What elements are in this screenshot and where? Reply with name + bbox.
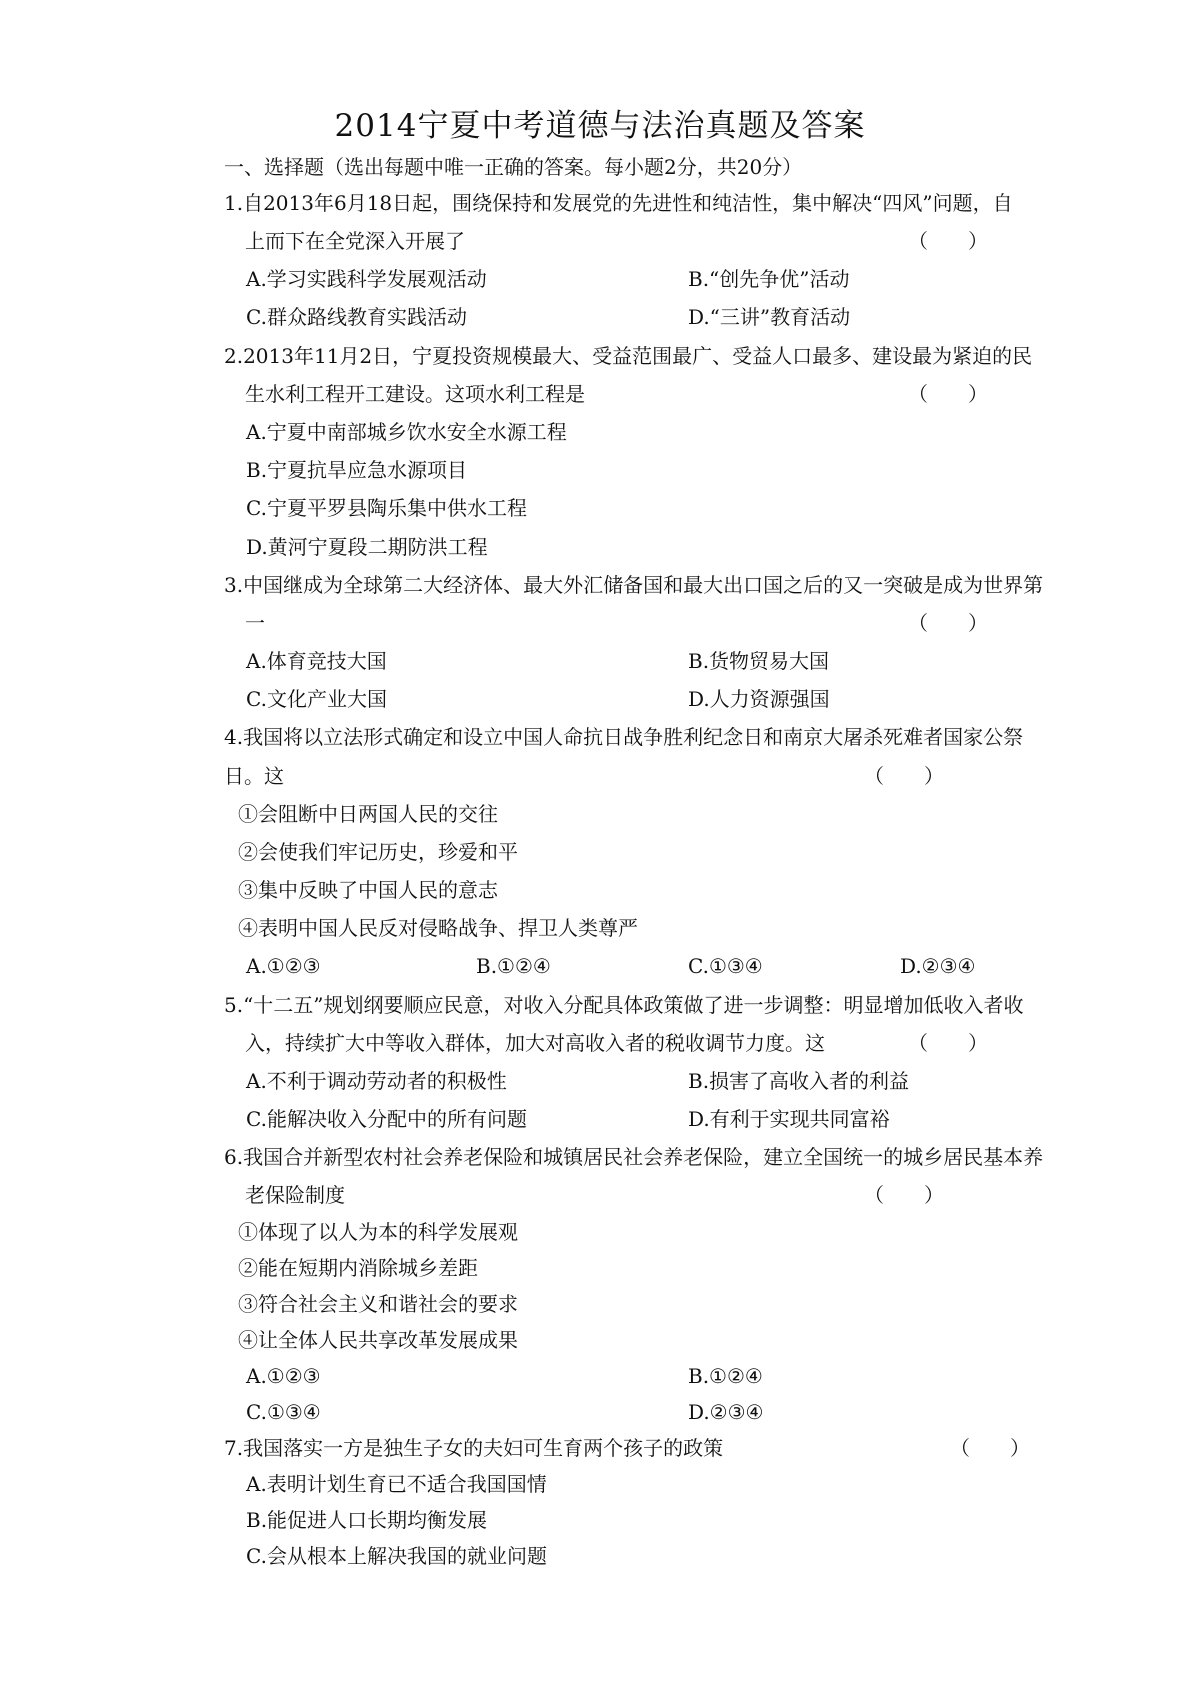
option-c: C.能解决收入分配中的所有问题: [246, 1107, 527, 1131]
question-6-line-2: 老保险制度: [245, 1183, 345, 1207]
statement-1: ①会阻断中日两国人民的交往: [238, 802, 498, 826]
option-a: A.体育竞技大国: [246, 649, 387, 673]
statement-1: ①体现了以人为本的科学发展观: [238, 1220, 518, 1244]
question-4-line-2: 日。这: [224, 764, 284, 788]
option-b: B.“创先争优”活动: [688, 267, 850, 291]
option-b: B.宁夏抗旱应急水源项目: [246, 458, 468, 482]
answer-bracket: （ ）: [908, 611, 988, 635]
question-4-line-1: 4.我国将以立法形式确定和设立中国人命抗日战争胜利纪念日和南京大屠杀死难者国家公祭: [224, 725, 1024, 749]
option-b: B.货物贸易大国: [688, 649, 830, 673]
option-a: A.学习实践科学发展观活动: [246, 267, 487, 291]
option-a: A.表明计划生育已不适合我国国情: [246, 1472, 547, 1496]
statement-3: ③符合社会主义和谐社会的要求: [238, 1292, 518, 1316]
question-1-line-1: 1.自2013年6月18日起，围绕保持和发展党的先进性和纯洁性，集中解决“四风”问题，自: [224, 191, 1013, 215]
answer-bracket: （ ）: [908, 1031, 988, 1055]
option-b: B.能促进人口长期均衡发展: [246, 1508, 488, 1532]
question-3-line-2: 一: [245, 611, 265, 635]
answer-bracket: （ ）: [908, 382, 988, 406]
statement-4: ④表明中国人民反对侵略战争、捍卫人类尊严: [238, 916, 638, 940]
option-b: B.损害了高收入者的利益: [688, 1069, 910, 1093]
question-5-line-2: 入，持续扩大中等收入群体，加大对高收入者的税收调节力度。这: [245, 1031, 825, 1055]
question-3-line-1: 3.中国继成为全球第二大经济体、最大外汇储备国和最大出口国之后的又一突破是成为世界第: [224, 573, 1044, 597]
option-c: C.①③④: [246, 1400, 321, 1424]
option-b: B.①②④: [688, 1364, 763, 1388]
option-a: A.①②③: [246, 1364, 321, 1388]
answer-bracket: （ ）: [908, 229, 988, 253]
answer-bracket: （ ）: [864, 764, 944, 788]
option-c: C.宁夏平罗县陶乐集中供水工程: [246, 496, 527, 520]
question-7-line-1: 7.我国落实一方是独生子女的夫妇可生育两个孩子的政策: [224, 1436, 724, 1460]
question-2-line-2: 生水利工程开工建设。这项水利工程是: [245, 382, 585, 406]
statement-4: ④让全体人民共享改革发展成果: [238, 1328, 518, 1352]
statement-2: ②能在短期内消除城乡差距: [238, 1256, 478, 1280]
answer-bracket: （ ）: [864, 1183, 944, 1207]
option-d: D.②③④: [688, 1400, 764, 1424]
option-d: D.人力资源强国: [688, 687, 830, 711]
statement-2: ②会使我们牢记历史，珍爱和平: [238, 840, 518, 864]
option-d: D.②③④: [900, 954, 976, 978]
option-c: C.文化产业大国: [246, 687, 387, 711]
question-6-line-1: 6.我国合并新型农村社会养老保险和城镇居民社会养老保险，建立全国统一的城乡居民基本养: [224, 1145, 1044, 1169]
option-d: D.黄河宁夏段二期防洪工程: [246, 535, 488, 559]
answer-bracket: （ ）: [950, 1436, 1030, 1460]
option-d: D.“三讲”教育活动: [688, 305, 851, 329]
option-c: C.会从根本上解决我国的就业问题: [246, 1544, 547, 1568]
page-title: 2014宁夏中考道德与法治真题及答案: [334, 108, 866, 144]
statement-3: ③集中反映了中国人民的意志: [238, 878, 498, 902]
option-a: A.宁夏中南部城乡饮水安全水源工程: [246, 420, 567, 444]
question-1-line-2: 上而下在全党深入开展了: [245, 229, 465, 253]
section-heading: 一、选择题（选出每题中唯一正确的答案。每小题2分，共20分）: [224, 155, 803, 179]
question-5-line-1: 5.“十二五”规划纲要顺应民意，对收入分配具体政策做了进一步调整：明显增加低收入者收: [224, 993, 1024, 1017]
option-a: A.不利于调动劳动者的积极性: [246, 1069, 507, 1093]
option-c: C.群众路线教育实践活动: [246, 305, 467, 329]
question-2-line-1: 2.2013年11月2日，宁夏投资规模最大、受益范围最广、受益人口最多、建设最为紧迫的民: [224, 344, 1033, 368]
option-a: A.①②③: [246, 954, 321, 978]
option-b: B.①②④: [476, 954, 551, 978]
option-c: C.①③④: [688, 954, 763, 978]
option-d: D.有利于实现共同富裕: [688, 1107, 890, 1131]
